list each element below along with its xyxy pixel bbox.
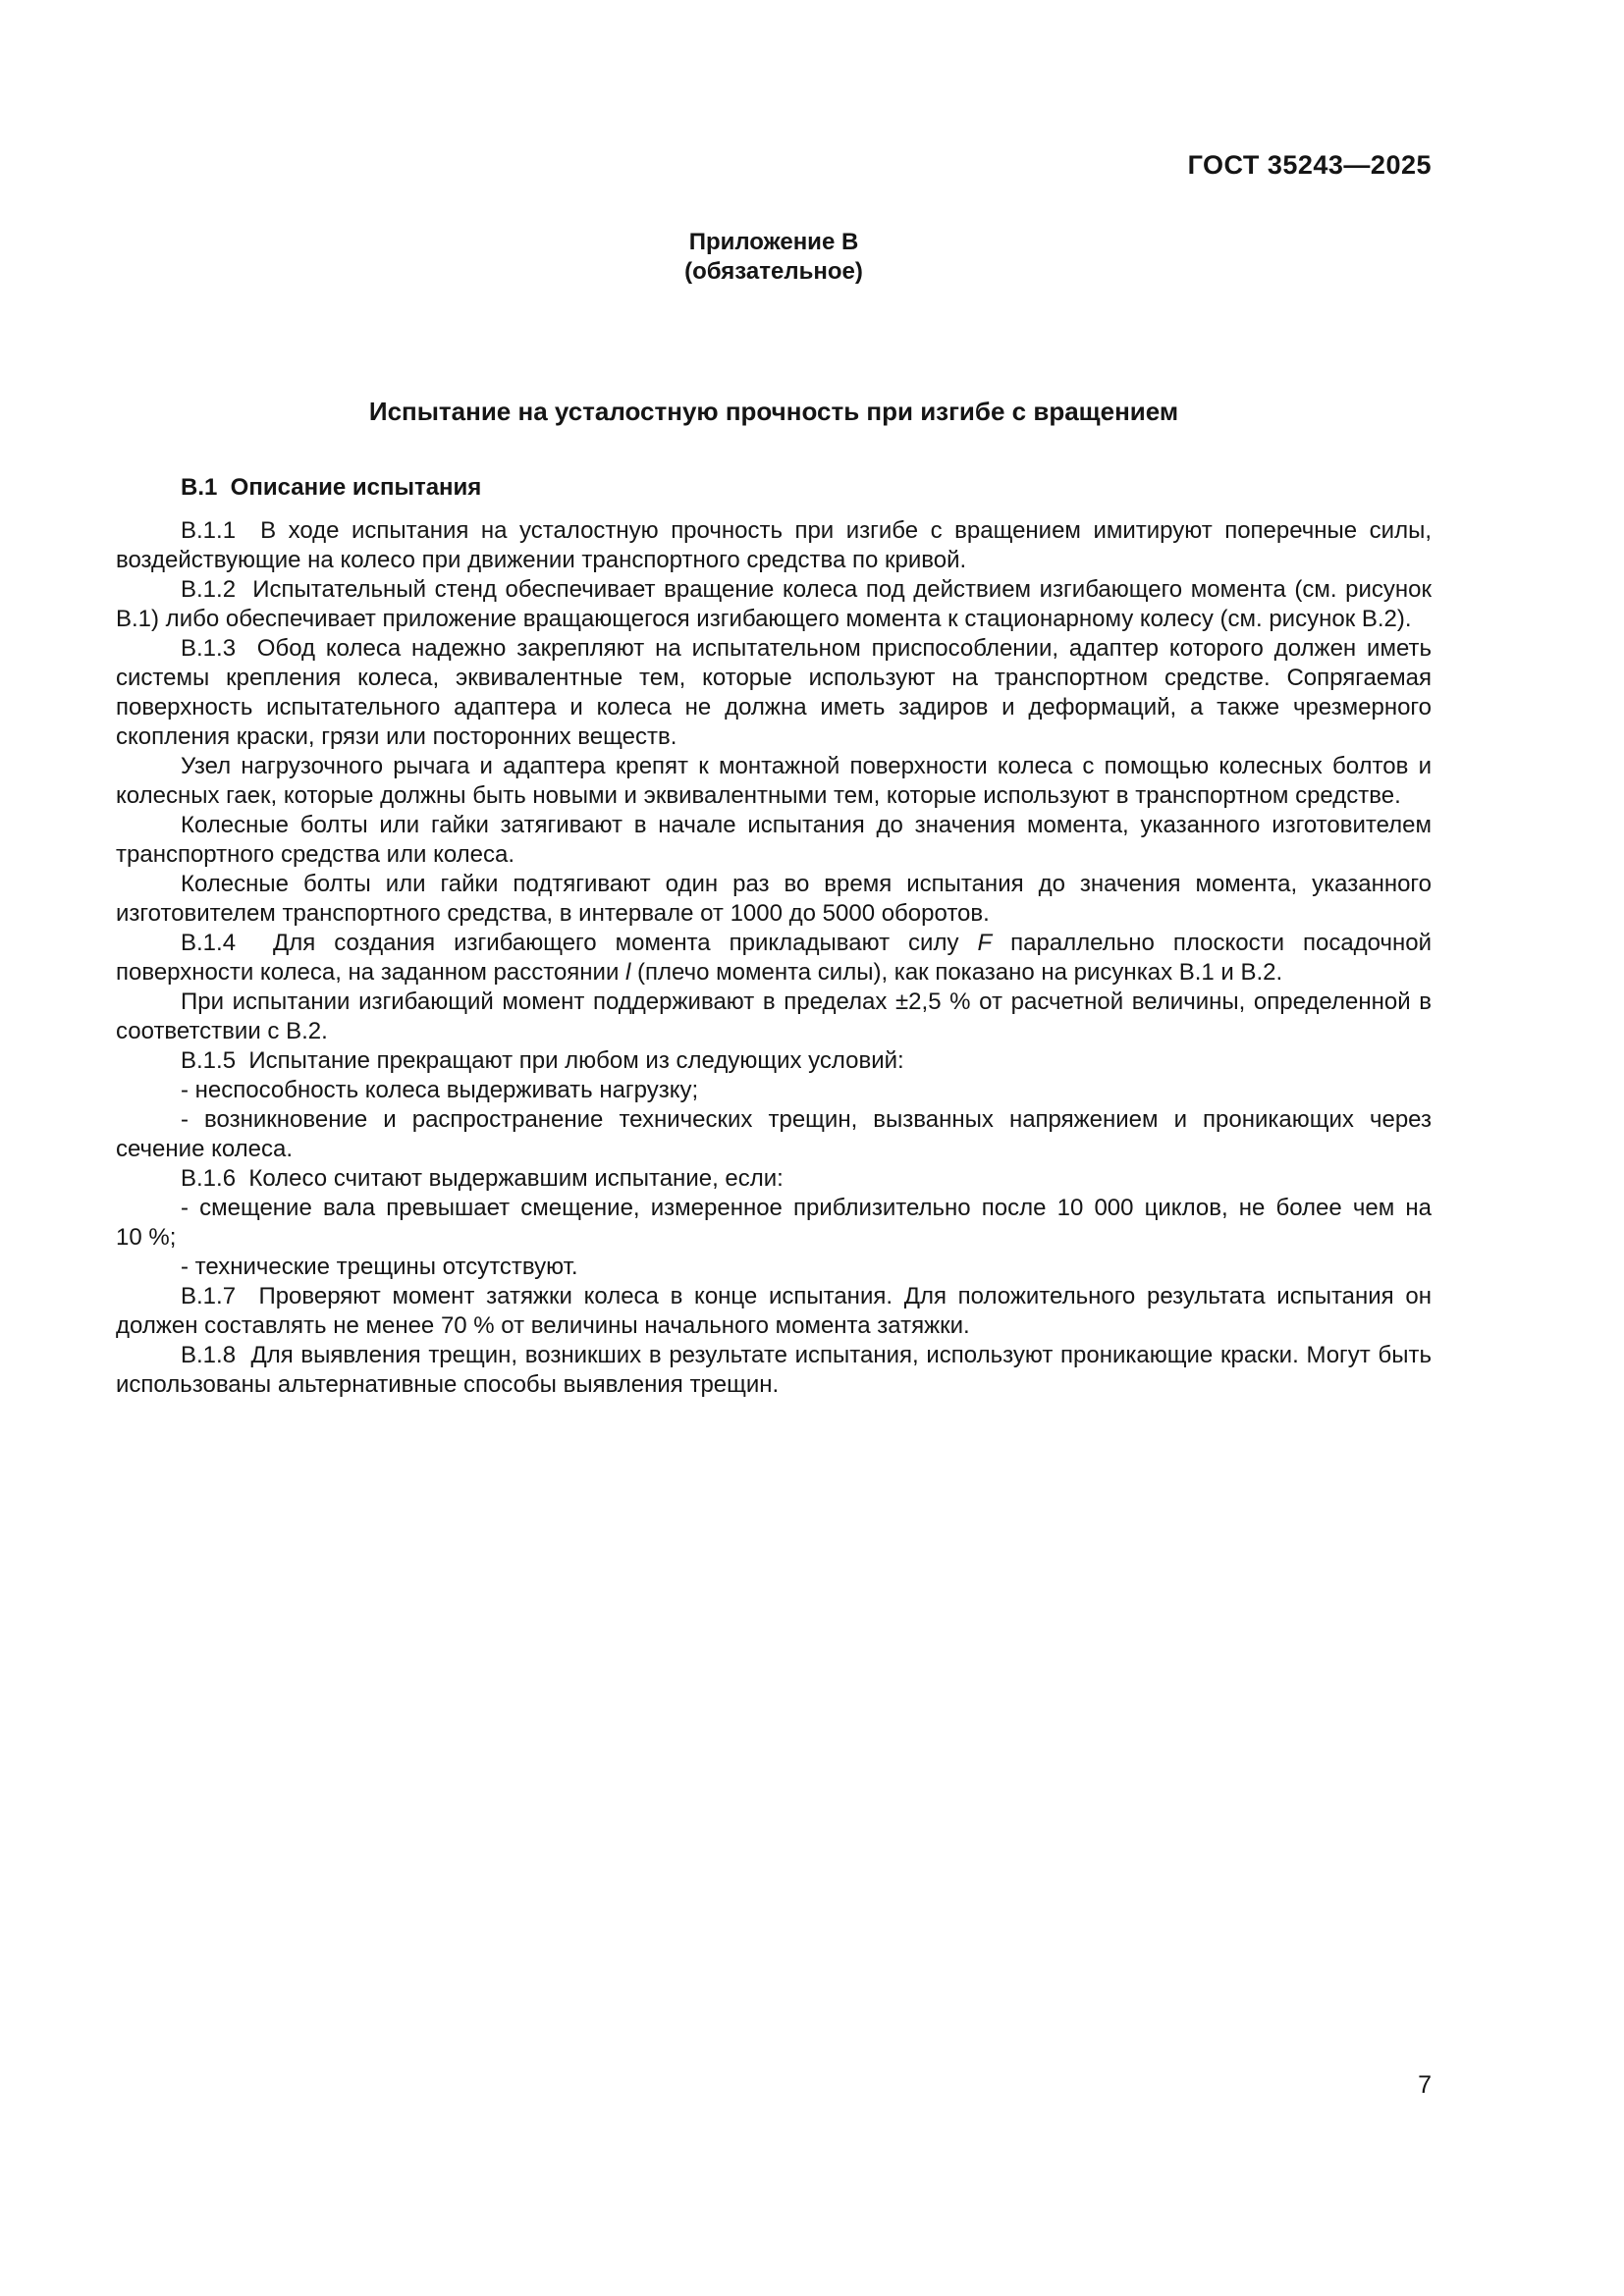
lever-arm-symbol: l [625,959,631,986]
paragraph-b1-4 [116,929,1432,988]
paragraph-b1-1: В.1.1 В ходе испытания на усталостную прочность при изгибе с вращением имитируют поперечные силы, воздействующие на колесо при движении транспортного средства по кривой. [116,517,1432,573]
paragraph-b1-2: В.1.2 Испытательный стенд обеспечивает вращение колеса под действием изгибающего момента (см. рисунок В.1) либо обеспечивает приложение вращающегося изгибающего момента к стационарному колесу (см. рисунок В.2). [116,576,1432,632]
document-body [116,474,1432,1400]
list-item-dash: - возникновение и распространение технических трещин, вызванных напряжением и проникающих через сечение колеса. [116,1106,1432,1162]
annex-title: Испытание на усталостную прочность при изгибе с вращением [368,397,1179,426]
paragraph-b1-3-cont-3: Колесные болты или гайки подтягивают один раз во время испытания до значения момента, указанного изготовителем транспортного средства, в интервале от 1000 до 5000 оборотов. [116,871,1432,927]
paragraph-b1-4-text: параллельно плоскости посадочной поверхности колеса, на заданном расстоянии [116,930,1433,986]
annex-label: Приложение В [688,229,859,255]
paragraph-b1-4-text: В.1.4 Для создания изгибающего момента прикладывают силу [181,930,978,956]
paragraph-b1-5: В.1.5 Испытание прекращают при любом из следующих условий: [181,1047,904,1074]
list-item-dash: - смещение вала превышает смещение, измеренное приблизительно после 10 000 циклов, не более чем на 10 %; [116,1195,1432,1251]
paragraph-b1-4-cont: При испытании изгибающий момент поддерживают в пределах ±2,5 % от расчетной величины, определенной в соответствии с В.2. [116,988,1432,1044]
paragraph-b1-8: В.1.8 Для выявления трещин, возникших в результате испытания, используют проникающие краски. Могут быть использованы альтернативные способы выявления трещин. [116,1342,1432,1398]
annex-kind: (обязательное) [684,258,863,285]
paragraph-b1-6: В.1.6 Колесо считают выдержавшим испытание, если: [181,1165,784,1192]
list-item-dash: - неспособность колеса выдерживать нагрузку; [181,1077,699,1103]
page-number: 7 [1418,2071,1432,2099]
paragraph-b1-4-text: (плечо момента силы), как показано на рисунках В.1 и В.2. [630,959,1283,986]
force-symbol: F [977,930,993,956]
standard-number-header: ГОСТ 35243—2025 [1187,150,1432,180]
paragraph-b1-3-cont-2: Колесные болты или гайки затягивают в начале испытания до значения момента, указанного изготовителем транспортного средства или колеса. [116,812,1432,868]
section-heading-b1: В.1 Описание испытания [181,474,482,501]
list-item-dash: - технические трещины отсутствуют. [181,1254,578,1280]
paragraph-b1-3-cont-1: Узел нагрузочного рычага и адаптера крепят к монтажной поверхности колеса с помощью колесных болтов и колесных гаек, которые должны быть новыми и эквивалентными тем, которые используют в транспортном средстве. [116,753,1432,809]
paragraph-b1-3: В.1.3 Обод колеса надежно закрепляют на испытательном приспособлении, адаптер которого должен иметь системы крепления колеса, эквивалентные тем, которые используют на транспортном средстве. Сопрягаемая поверхность испытательного адаптера и колеса не должна иметь задиров и деформаций, а также чрезмерного скопления краски, грязи или посторонних веществ. [116,635,1432,750]
paragraph-b1-7: В.1.7 Проверяют момент затяжки колеса в конце испытания. Для положительного результата испытания он должен составлять не менее 70 % от величины начального момента затяжки. [116,1283,1432,1339]
annex-block [116,228,1432,287]
